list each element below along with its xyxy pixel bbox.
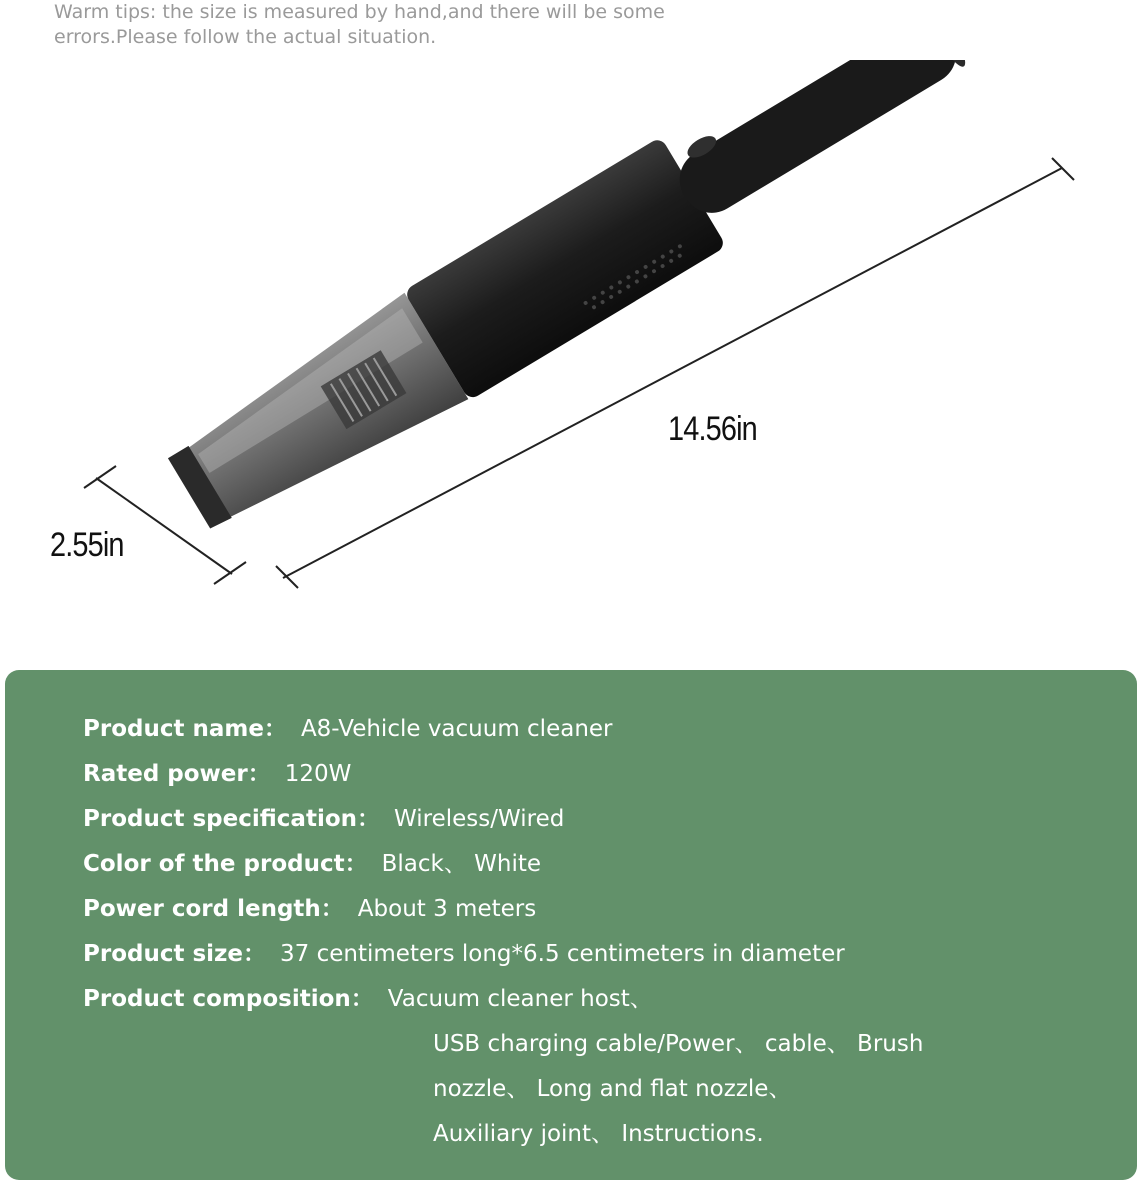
spec-row-product-specification — [83, 798, 923, 843]
spec-label: Rated power： — [83, 761, 271, 787]
spec-value: About 3 meters — [357, 896, 537, 922]
spec-row-rated-power — [83, 753, 923, 798]
spec-label: Color of the product： — [83, 851, 368, 877]
product-spec-panel — [5, 670, 1137, 1180]
spec-value: Wireless/Wired — [394, 806, 565, 832]
spec-label: Power cord length： — [83, 896, 344, 922]
spec-value: A8-Vehicle vacuum cleaner — [300, 716, 613, 742]
composition-continued-line: Auxiliary joint、 Instructions. — [433, 1121, 764, 1147]
length-dimension-label: 14.56in — [668, 410, 757, 448]
warm-tips-line-2: errors.Please follow the actual situation. — [54, 26, 437, 48]
spec-label: Product composition： — [83, 986, 374, 1012]
warm-tips-line-1: Warm tips: the size is measured by hand,and there will be some — [54, 1, 665, 23]
spec-row-product-name — [83, 708, 923, 753]
vacuum-cleaner-illustration — [0, 60, 1142, 640]
composition-continued-line: nozzle、 Long and flat nozzle、 — [433, 1076, 792, 1102]
spec-label: Product size： — [83, 941, 267, 967]
spec-row-product-composition — [83, 978, 923, 1023]
spec-row-power-cord-length — [83, 888, 923, 933]
warm-tips — [54, 0, 874, 50]
composition-continued-line: USB charging cable/Power、 cable、 Brush — [433, 1031, 924, 1057]
width-dimension-label: 2.55in — [50, 526, 124, 564]
spec-label: Product name： — [83, 716, 287, 742]
spec-list — [83, 708, 923, 1158]
vacuum-product-image — [157, 60, 988, 549]
spec-row-color — [83, 843, 923, 888]
spec-value: Vacuum cleaner host、 — [387, 986, 653, 1012]
spec-value: 120W — [284, 761, 352, 787]
spec-value: Black、 White — [381, 851, 542, 877]
spec-value: 37 centimeters long*6.5 centimeters in diameter — [280, 941, 845, 967]
spec-row-product-size — [83, 933, 923, 978]
spec-label: Product specification： — [83, 806, 381, 832]
